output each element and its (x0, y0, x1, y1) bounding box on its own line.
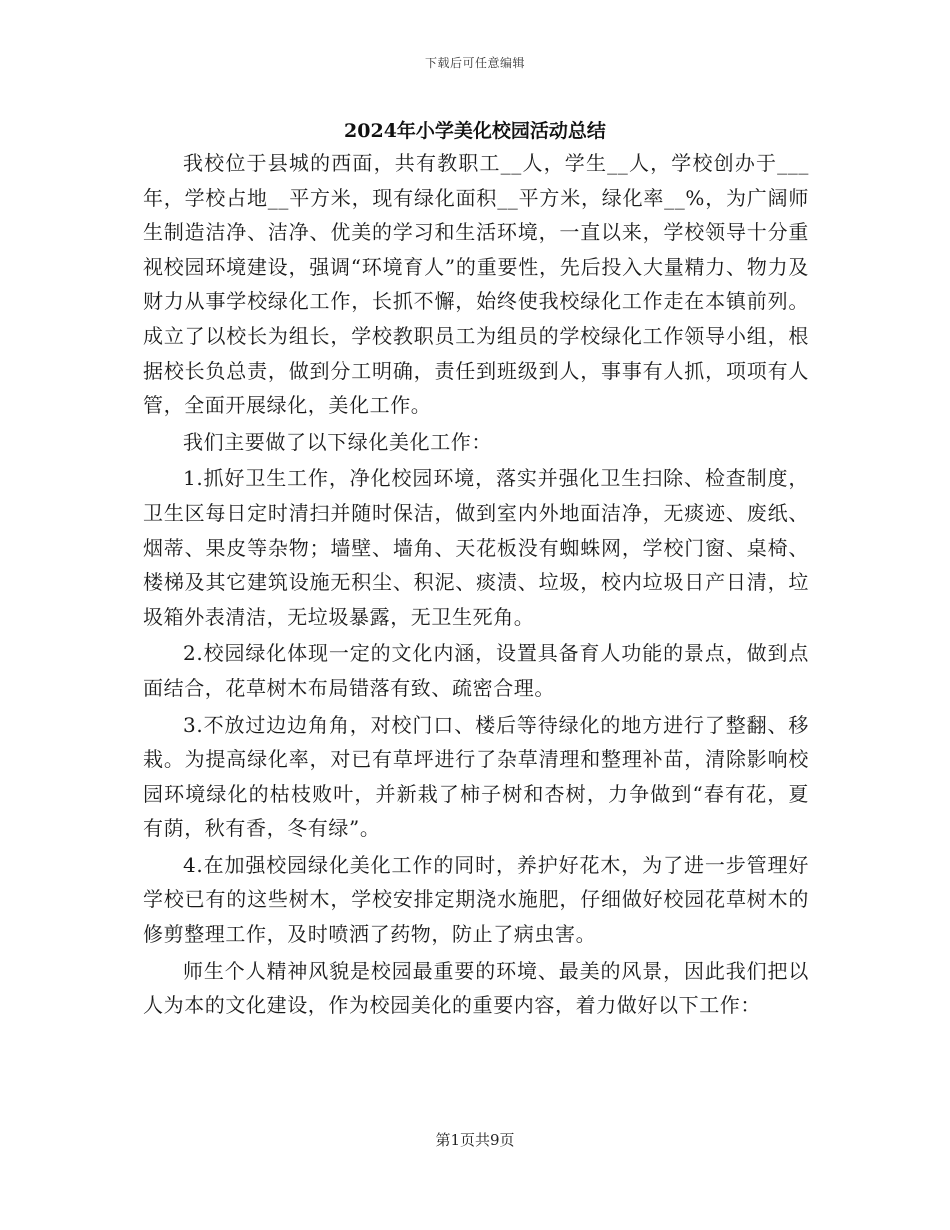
header-note: 下载后可任意编辑 (424, 56, 525, 70)
paragraph-item-4: 4.在加强校园绿化美化工作的同时，养护好花木，为了进一步管理好学校已有的这些树木，学校安排定期浇水施肥，仔细做好校园花草树木的修剪整理工作，及时喷洒了药物，防止了病虫害。 (143, 852, 809, 947)
document-body (143, 146, 809, 1025)
page-number: 第1页共9页 (435, 1131, 515, 1149)
paragraph-intro: 我校位于县城的西面，共有教职工__人，学生__人，学校创办于___年，学校占地__平方米，现有绿化面积__平方米，绿化率__%，为广阔师生制造洁净、洁净、优美的学习和生活环境，一直以来，学校领导十分重视校园环境建设，强调“环境育人”的重要性，先后投入大量精力、物力及财力从事学校绿化工作，长抓不懈，始终使我校绿化工作走在本镇前列。成立了以校长为组长，学校教职员工为组员的学校绿化工作领导小组，根据校长负总责，做到分工明确，责任到班级到人，事事有人抓，项项有人管，全面开展绿化，美化工作。 (143, 151, 809, 418)
paragraph-item-3: 3.不放过边边角角，对校门口、楼后等待绿化的地方进行了整翻、移栽。为提高绿化率，对已有草坪进行了杂草清理和整理补苗，清除影响校园环境绿化的枯枝败叶，并新栽了柿子树和杏树，力争做到“春有花，夏有荫，秋有香，冬有绿”。 (143, 712, 809, 841)
paragraph-spirit: 师生个人精神风貌是校园最重要的环境、最美的风景，因此我们把以人为本的文化建设，作为校园美化的重要内容，着力做好以下工作： (143, 958, 809, 1018)
paragraph-item-1: 1.抓好卫生工作，净化校园环境，落实并强化卫生扫除、检查制度，卫生区每日定时清扫并随时保洁，做到室内外地面洁净，无痰迹、废纸、烟蒂、果皮等杂物；墙壁、墙角、天花板没有蜘蛛网，学校门窗、桌椅、楼梯及其它建筑设施无积尘、积泥、痰渍、垃圾，校内垃圾日产日清，垃圾箱外表清洁，无垃圾暴露，无卫生死角。 (143, 466, 809, 629)
paragraph-item-2: 2.校园绿化体现一定的文化内涵，设置具备育人功能的景点，做到点面结合，花草树木布局错落有致、疏密合理。 (143, 641, 809, 700)
document-title: 2024年小学美化校园活动总结 (344, 120, 606, 142)
paragraph-work-intro: 我们主要做了以下绿化美化工作： (183, 429, 492, 454)
